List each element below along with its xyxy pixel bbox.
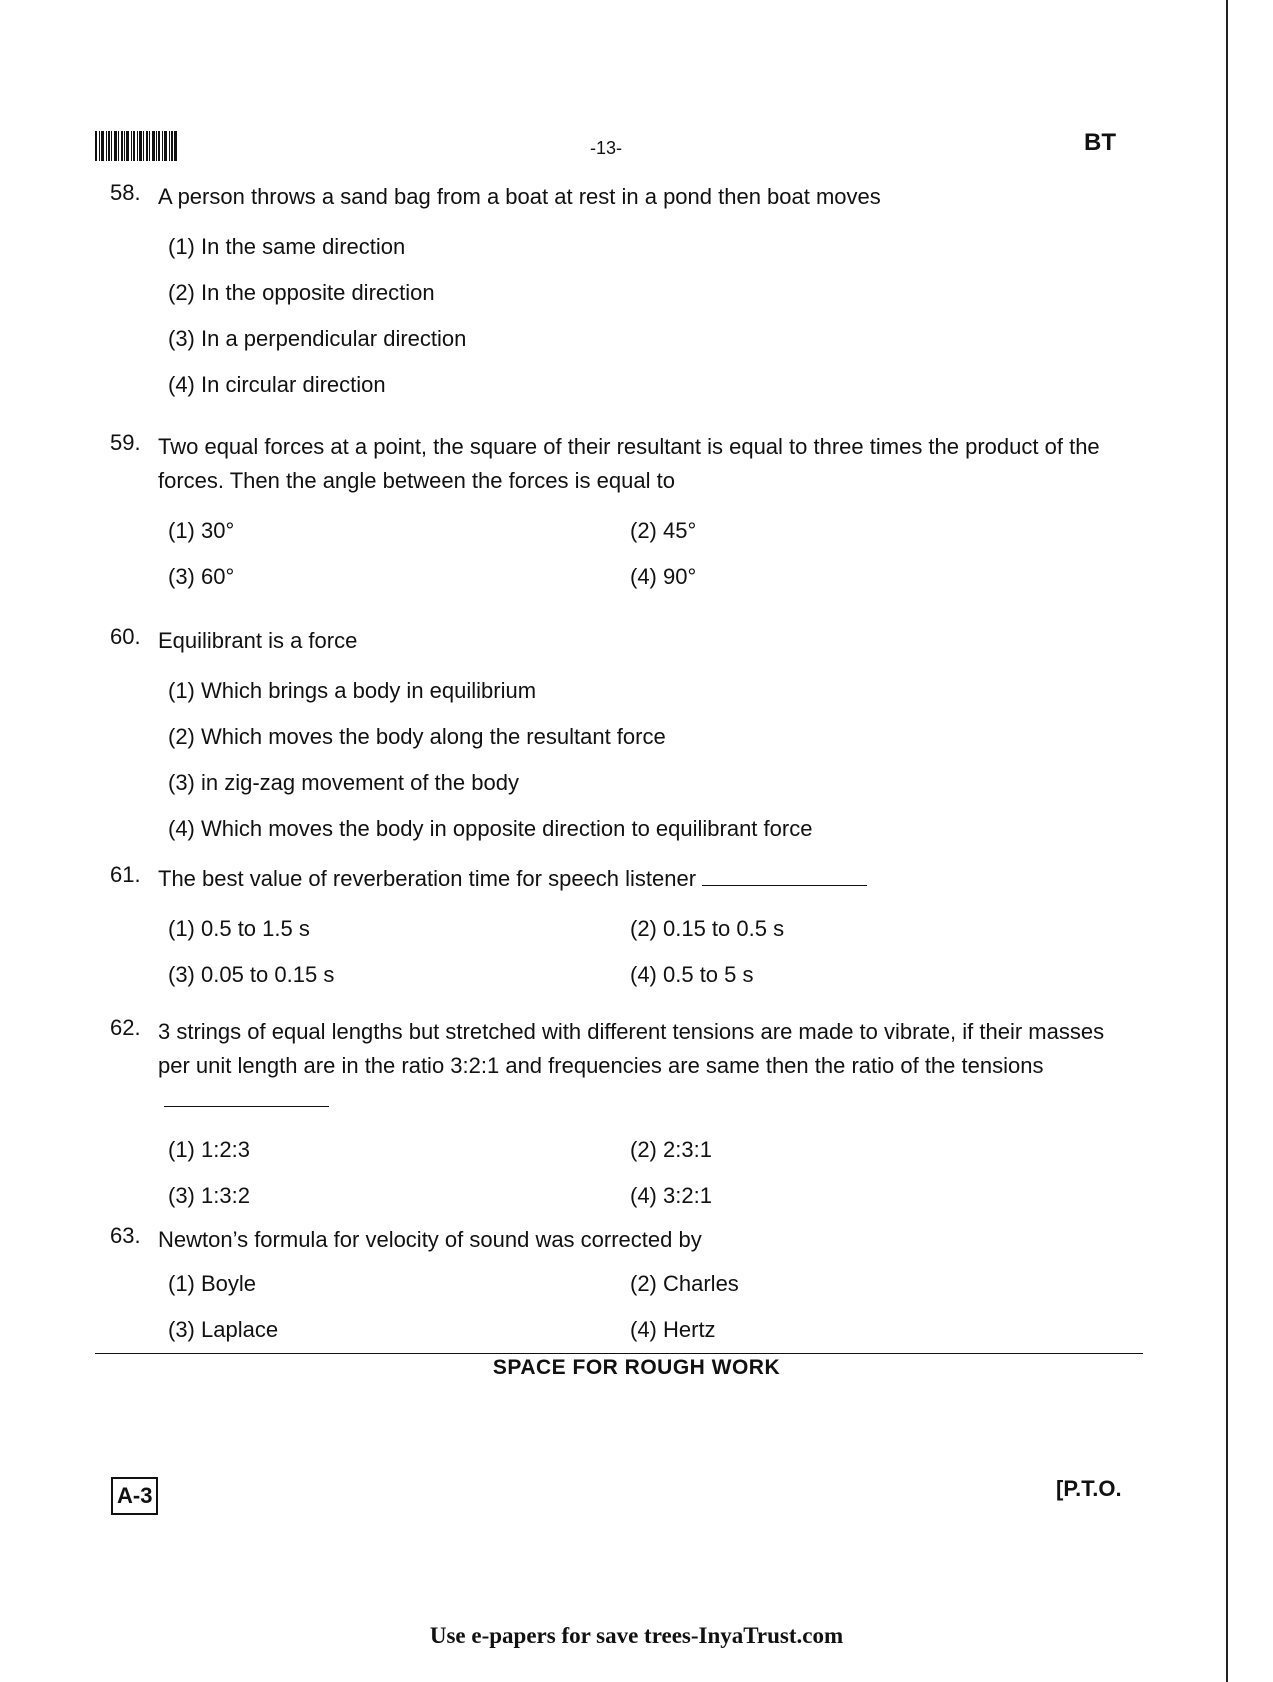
option: (4) 0.5 to 5 s <box>630 962 754 987</box>
answer-blank <box>702 867 867 886</box>
option: (1) 1:2:3 <box>168 1137 250 1162</box>
option: (1) Boyle <box>168 1271 257 1296</box>
option: (4) 3:2:1 <box>630 1183 712 1208</box>
question-text: The best value of reverberation time for speech listener <box>158 866 697 891</box>
answer-blank <box>164 1088 329 1107</box>
option: (2) 45° <box>630 518 697 543</box>
page-edge-line <box>1226 0 1228 1682</box>
option: (3) In a perpendicular direction <box>168 326 467 351</box>
option: (3) 60° <box>168 564 235 589</box>
option: (3) in zig-zag movement of the body <box>168 770 519 795</box>
option: (1) Which brings a body in equilibrium <box>168 678 537 703</box>
option: (2) Which moves the body along the resultant force <box>168 724 666 749</box>
option: (2) In the opposite direction <box>168 280 435 305</box>
question-number: 61. <box>110 862 141 887</box>
question-number: 59. <box>110 430 141 455</box>
question-number: 62. <box>110 1015 141 1040</box>
question-58 <box>110 180 1110 408</box>
page-number: -13- <box>590 138 623 158</box>
set-code-box: A-3 <box>111 1477 158 1515</box>
option: (4) Hertz <box>630 1317 716 1342</box>
option: (4) In circular direction <box>168 372 386 397</box>
question-text: 3 strings of equal lengths but stretched with different tensions are made to vibrate, if their masses per unit length are in the ratio 3:2:1 and frequencies are same then the ratio of the tensions <box>158 1019 1105 1078</box>
booklet-code: BT <box>1084 129 1116 156</box>
question-number: 60. <box>110 624 141 649</box>
question-text: Newton’s formula for velocity of sound was corrected by <box>158 1227 702 1252</box>
option: (3) Laplace <box>168 1317 279 1342</box>
option: (4) Which moves the body in opposite direction to equilibrant force <box>168 816 813 841</box>
option: (3) 0.05 to 0.15 s <box>168 962 335 987</box>
footer-text: Use e-papers for save trees-InyaTrust.com <box>429 1623 844 1648</box>
question-number: 58. <box>110 180 141 205</box>
question-63 <box>110 1223 1110 1353</box>
option: (3) 1:3:2 <box>168 1183 250 1208</box>
rough-work-label: SPACE FOR ROUGH WORK <box>492 1356 781 1379</box>
question-60 <box>110 624 1110 852</box>
question-number: 63. <box>110 1223 141 1248</box>
option: (1) 0.5 to 1.5 s <box>168 916 310 941</box>
pto-label: [P.T.O. <box>1056 1476 1122 1501</box>
question-text: A person throws a sand bag from a boat at rest in a pond then boat moves <box>158 184 881 209</box>
rough-work-divider <box>95 1353 1143 1354</box>
barcode <box>95 131 190 161</box>
option: (2) Charles <box>630 1271 739 1296</box>
question-text: Two equal forces at a point, the square of their resultant is equal to three times the product of the forces. Then the angle between the forces is equal to <box>158 434 1100 493</box>
question-text: Equilibrant is a force <box>158 628 358 653</box>
option: (2) 2:3:1 <box>630 1137 712 1162</box>
option: (1) In the same direction <box>168 234 406 259</box>
question-62 <box>110 1015 1110 1219</box>
question-59 <box>110 430 1110 600</box>
option: (2) 0.15 to 0.5 s <box>630 916 785 941</box>
question-61 <box>110 862 1110 998</box>
option: (4) 90° <box>630 564 697 589</box>
option: (1) 30° <box>168 518 235 543</box>
